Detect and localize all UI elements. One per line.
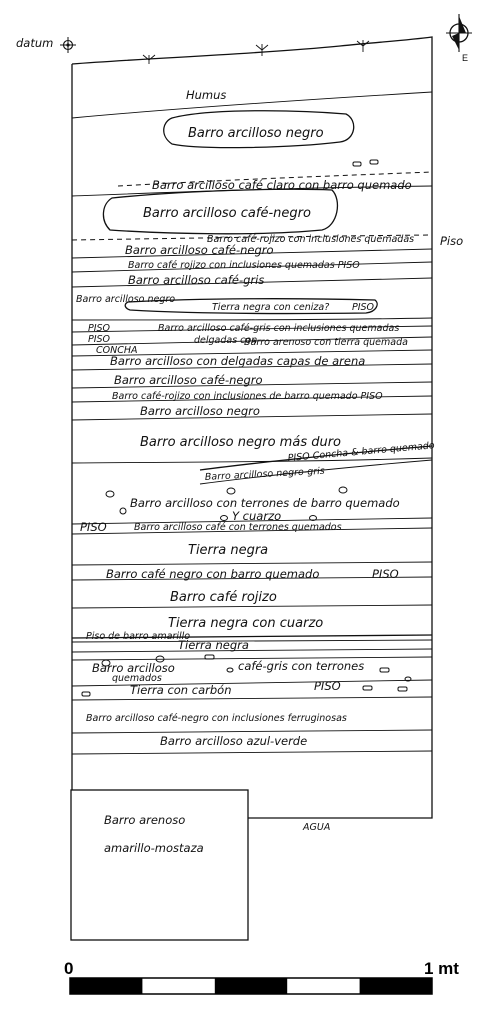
layer-label-2: Barro arcilloso negro bbox=[188, 126, 324, 141]
layer-label-5-piso: Piso bbox=[440, 234, 464, 248]
scale-bar bbox=[64, 959, 459, 994]
layer-label-27: PISO bbox=[80, 520, 107, 534]
scale-end-label: 1 mt bbox=[424, 959, 459, 978]
layer-label-14: PISO bbox=[88, 334, 111, 345]
layer-labels bbox=[76, 88, 463, 855]
layer-label-22: Barro arcilloso negro más duro bbox=[140, 435, 342, 450]
layer-label-18: Barro arcilloso con delgadas capas de arena bbox=[110, 354, 366, 368]
layer-label-40: PISO bbox=[314, 679, 341, 693]
datum-crosshair-icon bbox=[60, 37, 76, 53]
layer-label-11: PISO bbox=[352, 302, 375, 313]
profile-outline bbox=[72, 37, 432, 818]
layer-label-7: Barro café rojizo con inclusiones quemadas PISO bbox=[128, 260, 360, 271]
layer-label-21: Barro arcilloso negro bbox=[140, 404, 260, 418]
layer-label-6: Barro arcilloso café-negro bbox=[125, 243, 274, 257]
water-label: AGUA bbox=[303, 822, 331, 833]
layer-label-3: Barro arcilloso café claro con barro quemado bbox=[152, 178, 412, 192]
layer-label-24: Barro arcilloso negro-gris bbox=[204, 465, 326, 483]
layer-label-5: Barro café-rojizo con inclusiones quemadas bbox=[207, 234, 415, 245]
layer-label-humus: Humus bbox=[186, 88, 227, 102]
layer-label-42: Barro arcilloso azul-verde bbox=[160, 734, 308, 748]
layer-label-28: Barro arcilloso café con terrones quemados bbox=[134, 522, 342, 533]
layer-label-20: Barro café-rojizo con inclusiones de barro quemado PISO bbox=[112, 391, 383, 402]
layer-label-15: delgadas con bbox=[194, 335, 258, 346]
layer-label-39: Tierra con carbón bbox=[130, 683, 232, 697]
datum-label: datum bbox=[16, 36, 54, 50]
layer-label-37: quemados bbox=[112, 673, 162, 684]
layer-label-13: Barro arcilloso café-gris con inclusiones quemadas bbox=[158, 323, 400, 334]
layer-label-8: Barro arcilloso café-gris bbox=[128, 273, 265, 287]
compass-label: E bbox=[462, 53, 469, 63]
layer-label-30: Barro café negro con barro quemado bbox=[106, 567, 320, 581]
layer-label-16: CONCHA bbox=[96, 345, 138, 356]
layer-label-29: Tierra negra bbox=[188, 543, 269, 558]
layer-label-33: Tierra negra con cuarzo bbox=[168, 616, 324, 631]
compass-icon bbox=[446, 14, 472, 52]
layer-label-9: Barro arcilloso negro bbox=[76, 294, 176, 305]
layer-label-36: Barro arcilloso bbox=[92, 661, 175, 675]
layer-label-10: Tierra negra con ceniza? bbox=[212, 302, 330, 313]
layer-label-25: Barro arcilloso con terrones de barro quemado bbox=[130, 496, 400, 510]
layer-label-23: PISO Concha & barro quemado bbox=[287, 440, 436, 464]
layer-label-19: Barro arcilloso café-negro bbox=[114, 373, 263, 387]
layer-label-38: café-gris con terrones bbox=[238, 659, 365, 673]
layer-label-34: Piso de barro amarillo bbox=[86, 631, 191, 642]
layer-label-32: Barro café rojizo bbox=[170, 590, 277, 605]
layer-label-4: Barro arcilloso café-negro bbox=[143, 206, 311, 221]
layer-label-35: Tierra negra bbox=[178, 638, 249, 652]
layer-label-41: Barro arcilloso café-negro con inclusiones ferruginosas bbox=[86, 713, 347, 724]
layer-label-12: PISO bbox=[88, 323, 111, 334]
layer-label-17: Barro arenoso con tierra quemada bbox=[244, 337, 408, 348]
scale-start-label: 0 bbox=[64, 959, 74, 978]
layer-label-31: PISO bbox=[372, 567, 399, 581]
layer-label-44: amarillo-mostaza bbox=[104, 841, 204, 855]
layer-label-26: Y cuarzo bbox=[232, 509, 282, 523]
layer-label-43: Barro arenoso bbox=[104, 813, 186, 827]
